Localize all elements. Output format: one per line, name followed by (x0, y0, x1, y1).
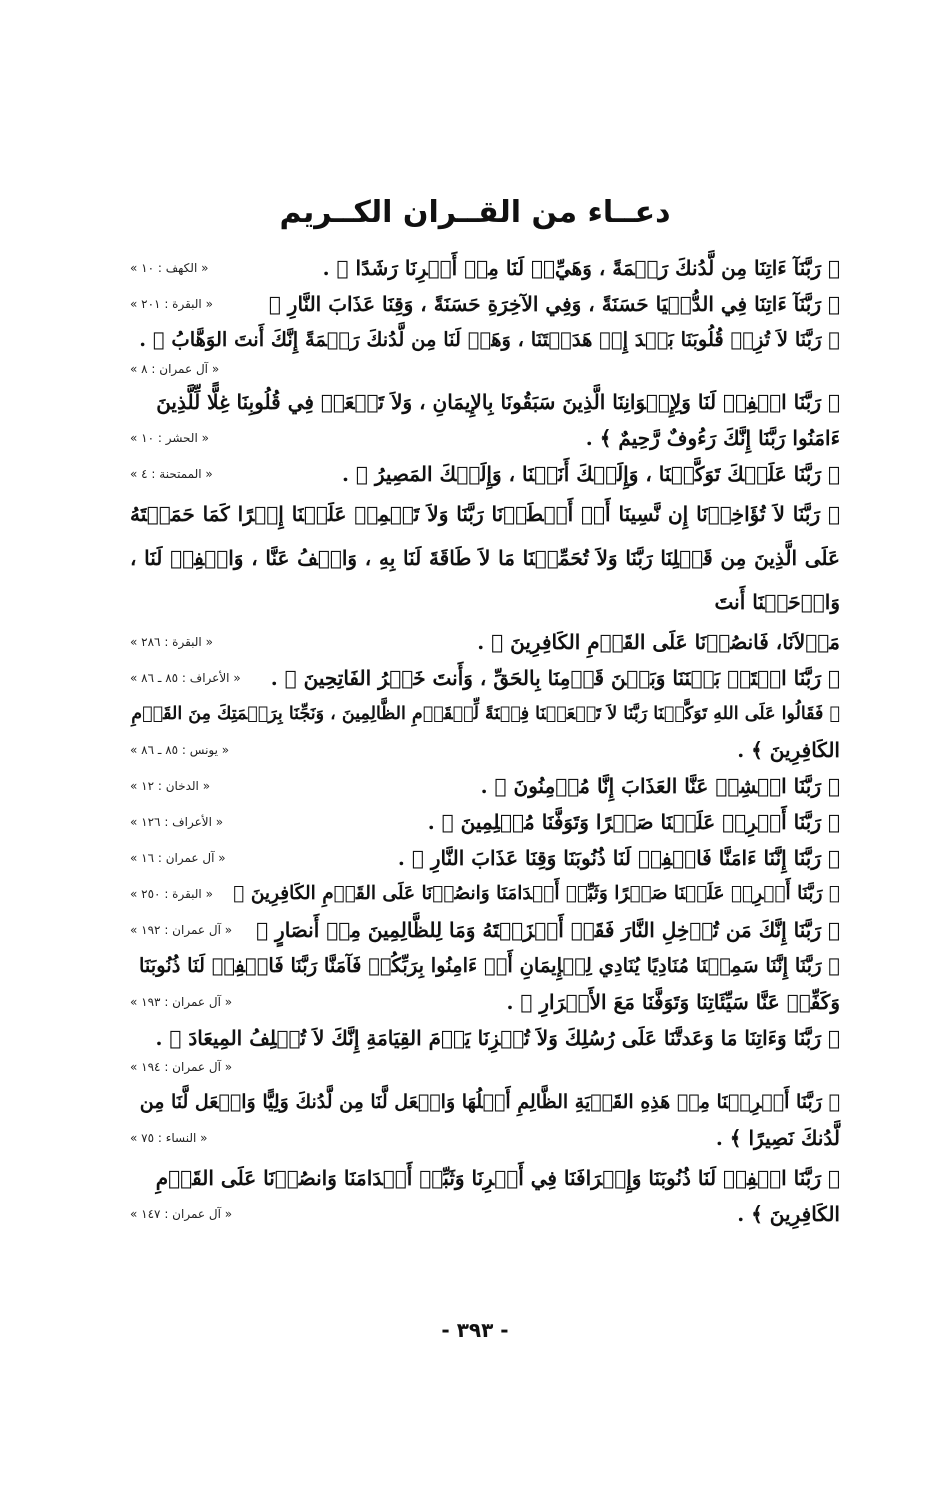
prayer-entry (130, 1020, 840, 1078)
prayer-entry (130, 384, 840, 456)
verse-reference: « يونس : ٨٥ ـ ٨٦ » (130, 743, 230, 757)
verse-reference: « الأعراف : ١٢٦ » (130, 815, 224, 829)
verse-reference: « آل عمران : ٨ » (130, 362, 220, 376)
verse-reference: « الحشر : ١٠ » (130, 431, 209, 445)
prayer-entry (130, 876, 840, 912)
prayer-entry (130, 696, 840, 768)
verse-reference: « البقرة : ٢٠١ » (130, 297, 213, 311)
verse-text: ﴿ رَبَّنَا اكۡشِفۡ عَنَّا العَذَابَ إِنَّا مُؤۡمِنُونَ ﴾ . (480, 774, 840, 798)
verse-text-line2: وَكَفِّرۡ عَنَّا سَيِّئَاتِنَا وَتَوَفَّنَا مَعَ الأَبۡرَارِ ﴾ . (506, 990, 840, 1014)
verse-reference: « آل عمران : ١٩٢ » (130, 923, 233, 937)
prayer-entry (130, 840, 840, 876)
verse-text-line1: ﴿ رَبَّنَا اغۡفِرۡ لَنَا وَلِإِخۡوَانِنَا الَّذِينَ سَبَقُونَا بِالإِيمَانِ ، وَلاَ تَجۡعَلۡ فِي قُلُوبِنَا غِلًّا لِّلَّذِينَ (156, 390, 840, 414)
verse-text: ﴿ رَبَّنَا إِنَّكَ مَن تُدۡخِلِ النَّارَ فَقَدۡ أَخۡزَيۡتَهُ وَمَا لِلظَّالِمِينَ مِنۡ أَنصَارٍ ﴾ (256, 918, 840, 942)
prayer-entry (130, 912, 840, 948)
verse-reference: « الدخان : ١٢ » (130, 779, 211, 793)
verse-text: ﴿ رَبَّنَا أَفۡرِغۡ عَلَيۡنَا صَبۡرًا وَتَوَفَّنَا مُسۡلِمِينَ ﴾ . (427, 810, 840, 834)
verse-text-body: ﴿ رَبَّنَا لاَ تُؤَاخِذۡنَا إِن نَّسِينَا أَوۡ أَخۡطَأۡنَا رَبَّنَا وَلاَ تَحۡمِلۡ عَلَيۡنَا إِصۡرًا كَمَا حَمَلۡتَهُ عَلَى الَّذِينَ مِن قَبۡلِنَا رَبَّنَا وَلاَ تُحَمِّلۡنَا مَا لاَ طَاقَةَ لَنَا بِهِ ، وَاعۡفُ عَنَّا ، وَاغۡفِرۡ لَنَا ، وَارۡحَمۡنَا أَنتَ (130, 502, 840, 614)
verse-text-line2: ءَامَنُوا رَبَّنَا إِنَّكَ رَءُوفٌ رَّحِيمٌ ﴾ . (585, 426, 840, 450)
prayer-entry (130, 948, 840, 1020)
prayer-entry (130, 768, 840, 804)
verse-text: ﴿ رَبَّنَا أَفۡرِغۡ عَلَيۡنَا صَبۡرًا وَثَبِّتۡ أَقۡدَامَنَا وَانصُرۡنَا عَلَى القَوۡمِ الكَافِرِينَ ﴾ (233, 883, 840, 904)
verse-reference: « البقرة : ٢٨٦ » (130, 635, 213, 649)
prayer-entry (130, 250, 840, 286)
prayer-entry (130, 804, 840, 840)
verse-text-line1: ﴿ فَقَالُوا عَلَى اللهِ تَوَكَّلۡنَا رَبَّنَا لاَ تَجۡعَلۡنَا فِتۡنَةً لِّلۡقَوۡمِ الظَّالِمِينَ ، وَنَجِّنَا بِرَحۡمَتِكَ مِنَ القَوۡمِ (131, 704, 840, 724)
prayer-entry (130, 492, 840, 660)
verse-reference: « آل عمران : ١٩٣ » (130, 995, 233, 1009)
prayer-entry (130, 322, 840, 380)
verse-text: ﴿ رَبَّنَا عَلَيۡكَ تَوَكَّلۡنَا ، وَإِلَيۡكَ أَنَبۡنَا ، وَإِلَيۡكَ المَصِيرُ ﴾ . (341, 462, 840, 486)
verse-text: ﴿ رَبَّنَا إِنَّنَا ءَامَنَّا فَاغۡفِرۡ لَنَا ذُنُوبَنَا وَقِنَا عَذَابَ النَّارِ ﴾ . (397, 846, 840, 870)
verse-reference: « الكهف : ١٠ » (130, 261, 209, 275)
verse-text-last: مَوۡلاَنَا، فَانصُرۡنَا عَلَى القَوۡمِ الكَافِرِينَ ﴾ . (477, 630, 840, 654)
verse-reference: « النساء : ٧٥ » (130, 1131, 208, 1145)
prayer-entry (130, 1084, 840, 1156)
prayer-entry (130, 660, 840, 696)
verse-text-line2: الكَافِرِينَ ﴾ . (737, 738, 840, 762)
prayer-entry (130, 456, 840, 492)
prayer-entry (130, 286, 840, 322)
page-number: - ٣٩٣ - (441, 1318, 509, 1342)
verse-text-line2: لَّدُنكَ نَصِيرًا ﴾ . (715, 1126, 840, 1150)
verse-reference: « البقرة : ٢٥٠ » (130, 887, 213, 901)
verse-reference: « الممتحنة : ٤ » (130, 467, 213, 481)
verse-text-line1: ﴿ رَبَّنَا إِنَّنَا سَمِعۡنَا مُنَادِيًا يُنَادِي لِلۡإِيمَانِ أَنۡ ءَامِنُوا بِرَبِّكُمۡ فَآمَنَّا رَبَّنَا فَاغۡفِرۡ لَنَا ذُنُوبَنَا (138, 954, 840, 977)
verse-text: ﴿ رَبَّنَآ ءَاتِنَا فِي الدُّنۡيَا حَسَنَةً ، وَفِي الآخِرَةِ حَسَنَةً ، وَقِنَا عَذَابَ النَّارِ ﴾ (268, 292, 840, 316)
verse-reference: « آل عمران : ١٤٧ » (130, 1207, 233, 1221)
verse-text-line1: ﴿ رَبَّنَا اغۡفِرۡ لَنَا ذُنُوبَنَا وَإِسۡرَافَنَا فِي أَمۡرِنَا وَثَبِّتۡ أَقۡدَامَنَا وَانصُرۡنَا عَلَى القَوۡمِ (155, 1166, 840, 1190)
page-title: دعــاء من القــران الكــريم (279, 195, 671, 230)
verse-text: ﴿ رَبَّنَا افۡتَحۡ بَيۡنَنَا وَبَيۡنَ قَوۡمِنَا بِالحَقِّ ، وَأَنتَ خَيۡرُ الفَاتِحِينَ ﴾ . (270, 666, 840, 690)
verse-text: ﴿ رَبَّنَا وَءَاتِنَا مَا وَعَدتَّنَا عَلَى رُسُلِكَ وَلاَ تُخۡزِنَا يَوۡمَ القِيَامَةِ إِنَّكَ لاَ تُخۡلِفُ المِيعَادَ ﴾ . (155, 1026, 840, 1050)
verse-text-line1: ﴿ رَبَّنَا أَخۡرِجۡنَا مِنۡ هَذِهِ القَرۡيَةِ الظَّالِمِ أَهۡلُهَا وَاجۡعَل لَّنَا مِن لَّدُنكَ وَلِيًّا وَاجۡعَل لَّنَا مِن (139, 1091, 840, 1113)
prayer-list (130, 250, 840, 1232)
verse-text: ﴿ رَبَّنَا لاَ تُزِغۡ قُلُوبَنَا بَعۡدَ إِذۡ هَدَيۡتَنَا ، وَهَبۡ لَنَا مِن لَّدُنكَ رَحۡمَةً إِنَّكَ أَنتَ الوَهَّابُ ﴾ . (139, 328, 840, 351)
prayer-entry (130, 1160, 840, 1232)
verse-reference: « آل عمران : ١٩٤ » (130, 1060, 233, 1074)
verse-text: ﴿ رَبَّنَآ ءَاتِنَا مِن لَّدُنكَ رَحۡمَةً ، وَهَيِّءۡ لَنَا مِنۡ أَمۡرِنَا رَشَدًا ﴾ . (322, 256, 840, 280)
verse-reference: « آل عمران : ١٦ » (130, 851, 226, 865)
verse-reference: « الأعراف : ٨٥ ـ ٨٦ » (130, 671, 241, 685)
verse-text-line2: الكَافِرِينَ ﴾ . (737, 1202, 840, 1226)
